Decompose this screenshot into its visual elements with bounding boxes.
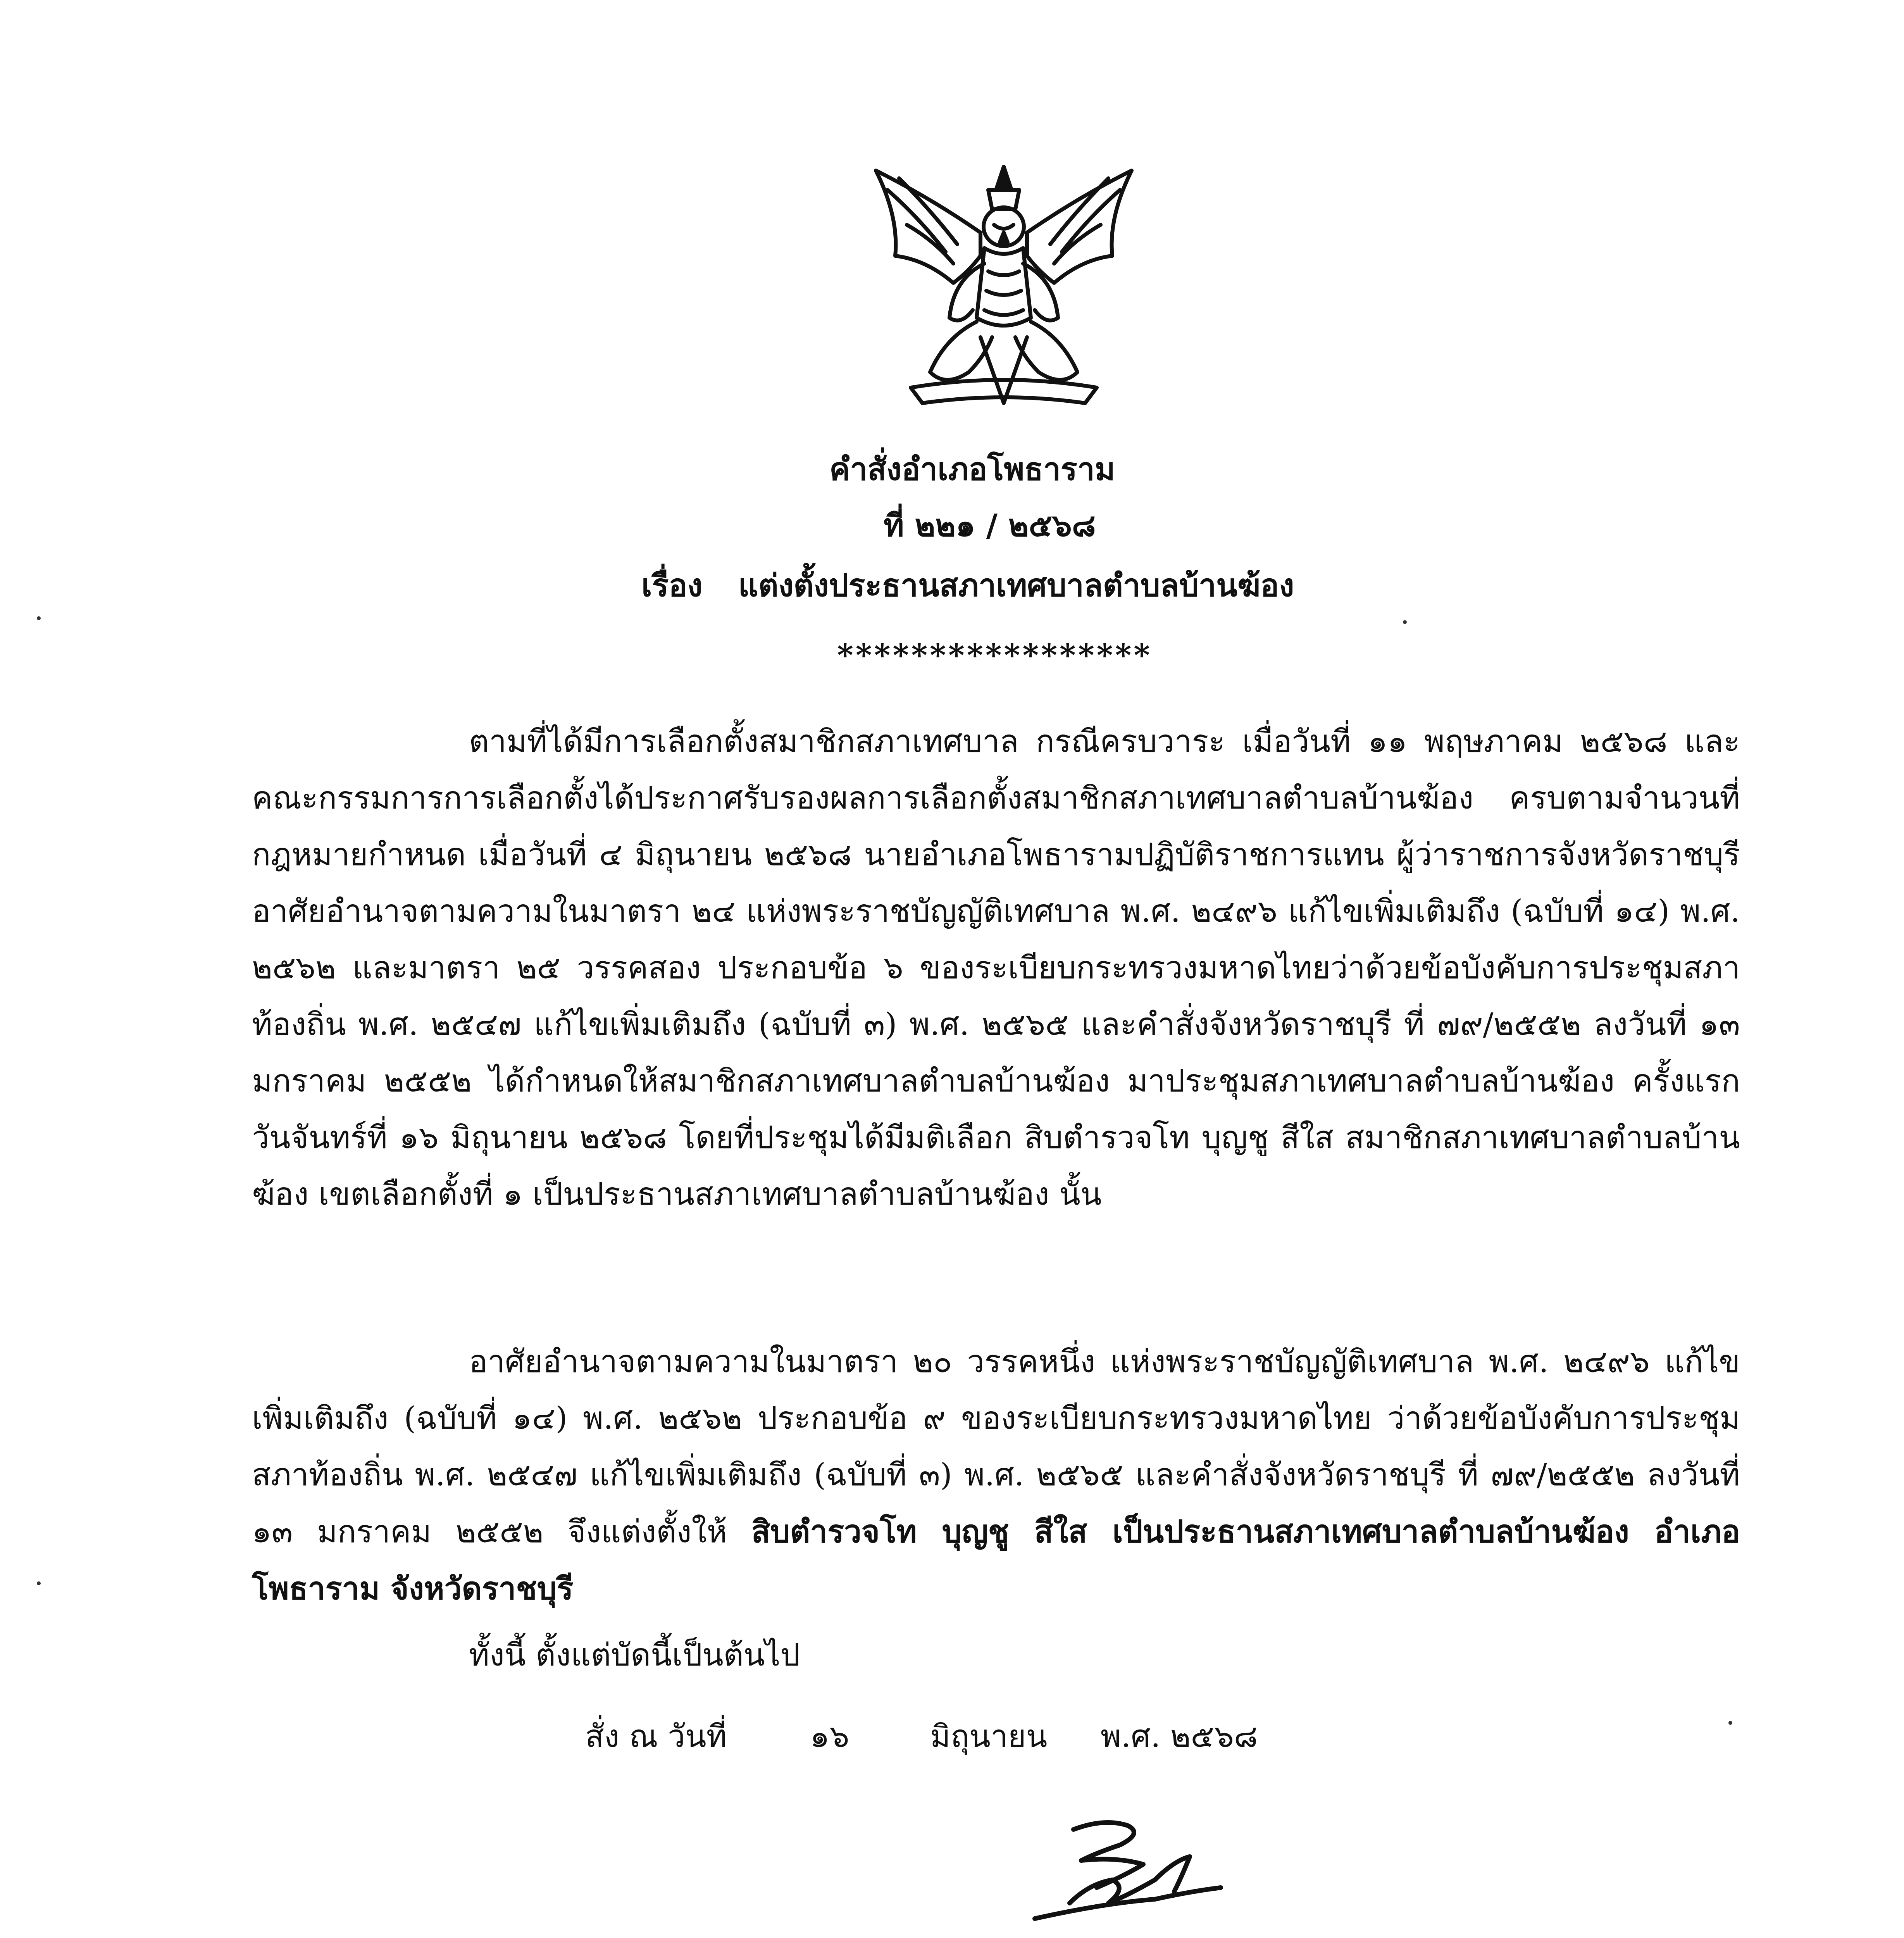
scan-speck (37, 616, 41, 620)
scan-speck (1403, 620, 1407, 624)
order-date-day: ๑๖ (810, 1718, 849, 1754)
order-number: ที่ ๒๒๑ / ๒๕๖๘ (884, 507, 1096, 543)
paragraph-2-text: อาศัยอำนาจตามความในมาตรา ๒๐ วรรคหนึ่ง แห่งพระราชบัญญัติเทศบาล พ.ศ. ๒๔๙๖ แก้ไขเพิ่มเติมถึง (ฉบับที่ ๑๔) พ.ศ. ๒๕๖๒ ประกอบข้อ ๙ ของระเบียบกระทรวงมหาดไทย ว่าด้วยข้อบังคับการประชุมสภาท้องถิ่น พ.ศ. ๒๕๔๗ แก้ไขเพิ่มเติมถึง (ฉบับที่ ๓) พ.ศ. ๒๕๖๕ และคำสั่งจังหวัดราชบุรี ที่ ๗๙/๒๕๕๒ ลงวันที่ ๑๓ มกราคม ๒๕๕๒ จึงแต่งตั้งให้ (252, 1343, 1740, 1550)
order-date-label: สั่ง ณ วันที่ (585, 1718, 727, 1754)
paragraph-2 (252, 1333, 1740, 1617)
scan-speck (1728, 1721, 1732, 1725)
handwritten-signature (1027, 1814, 1244, 1930)
subject-text: แต่งตั้งประธานสภาเทศบาลตำบลบ้านฆ้อง (738, 567, 1294, 603)
order-date-month: มิถุนายน (930, 1718, 1048, 1754)
subject-label: เรื่อง (641, 567, 703, 603)
order-date-year: พ.ศ. ๒๕๖๘ (1101, 1718, 1258, 1754)
effective-date-text: ทั้งนี้ ตั้งแต่บัดนี้เป็นต้นไป (469, 1637, 800, 1673)
scan-speck (37, 1581, 41, 1585)
paragraph-1: ตามที่ได้มีการเลือกตั้งสมาชิกสภาเทศบาล กรณีครบวาระ เมื่อวันที่ ๑๑ พฤษภาคม ๒๕๖๘ และคณะกรรมการการเลือกตั้งได้ประกาศรับรองผลการเลือกตั้งสมาชิกสภาเทศบาลตำบลบ้านฆ้อง ครบตามจำนวนที่กฎหมายกำหนด เมื่อวันที่ ๔ มิถุนายน ๒๕๖๘ นายอำเภอโพธารามปฏิบัติราชการแทน ผู้ว่าราชการจังหวัดราชบุรี อาศัยอำนาจตามความในมาตรา ๒๔ แห่งพระราชบัญญัติเทศบาล พ.ศ. ๒๔๙๖ แก้ไขเพิ่มเติมถึง (ฉบับที่ ๑๔) พ.ศ. ๒๕๖๒ และมาตรา ๒๕ วรรคสอง ประกอบข้อ ๖ ของระเบียบกระทรวงมหาดไทยว่าด้วยข้อบังคับการประชุมสภาท้องถิ่น พ.ศ. ๒๕๔๗ แก้ไขเพิ่มเติมถึง (ฉบับที่ ๓) พ.ศ. ๒๕๖๕ และคำสั่งจังหวัดราชบุรี ที่ ๗๙/๒๕๕๒ ลงวันที่ ๑๓ มกราคม ๒๕๕๒ ได้กำหนดให้สมาชิกสภาเทศบาลตำบลบ้านฆ้อง มาประชุมสภาเทศบาลตำบลบ้านฆ้อง ครั้งแรก วันจันทร์ที่ ๑๖ มิถุนายน ๒๕๖๘ โดยที่ประชุมได้มีมติเลือก สิบตำรวจโท บุญชู สีใส สมาชิกสภาเทศบาลตำบลบ้านฆ้อง เขตเลือกตั้งที่ ๑ เป็นประธานสภาเทศบาลตำบลบ้านฆ้อง นั้น (252, 723, 1740, 1212)
garuda-emblem-icon (853, 155, 1155, 419)
separator-stars: ***************** (837, 637, 1153, 673)
order-title: คำสั่งอำเภอโพธาราม (829, 451, 1115, 487)
appointee-emphasis: สิบตำรวจโท บุญชู สีใส เป็นประธานสภาเทศบาลตำบลบ้านฆ้อง อำเภอโพธาราม จังหวัดราชบุรี (252, 1513, 1740, 1607)
